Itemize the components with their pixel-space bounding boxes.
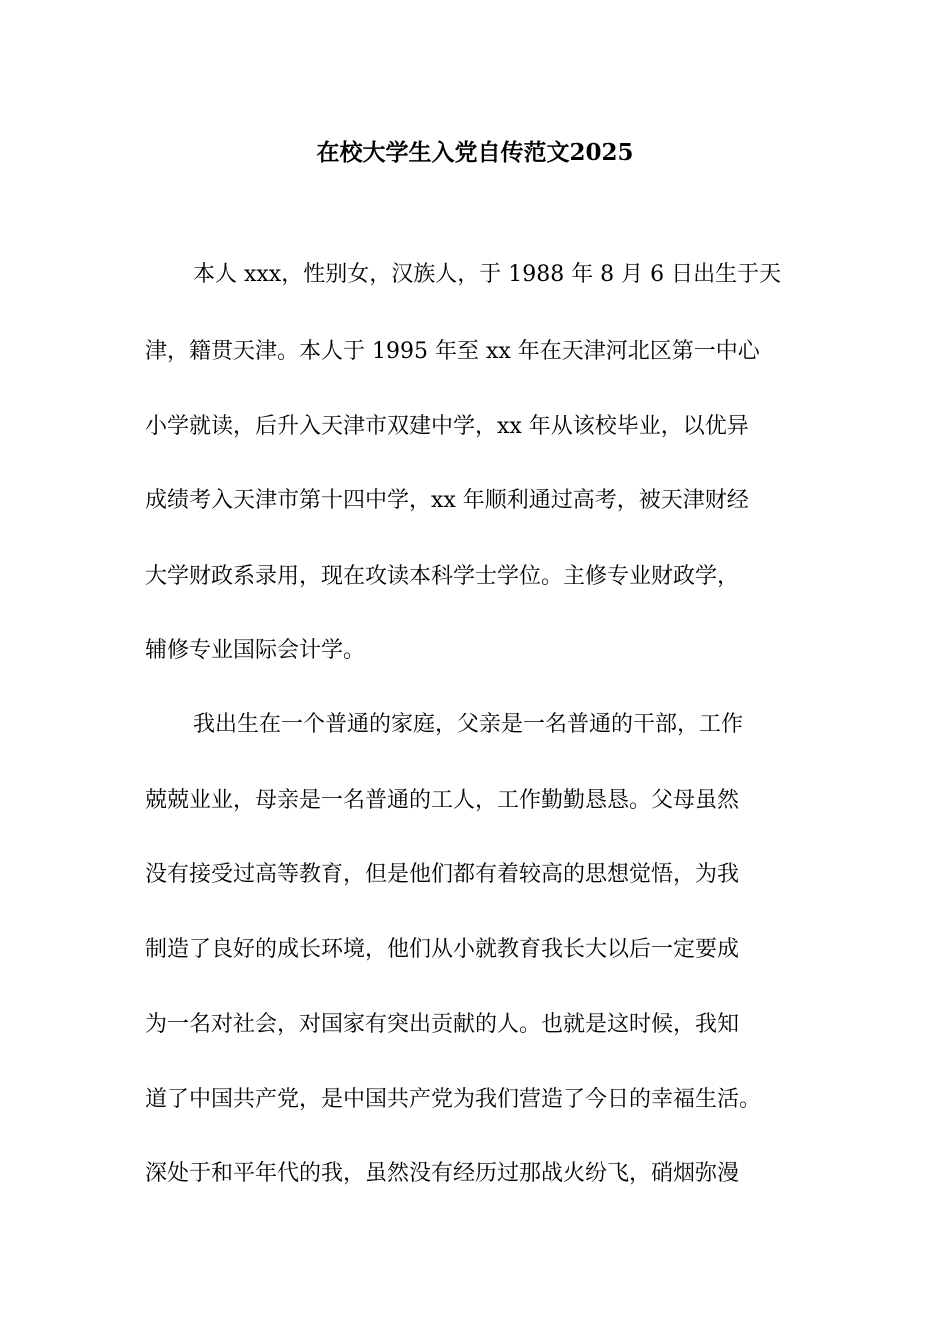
paragraph-line: 大学财政系录用，现在攻读本科学士学位。主修专业财政学， — [145, 564, 740, 589]
paragraph-line: 小学就读，后升入天津市双建中学，xx 年从该校毕业，以优异 — [145, 414, 749, 439]
paragraph-line: 制造了良好的成长环境，他们从小就教育我长大以后一定要成 — [145, 937, 740, 962]
paragraph-line: 为一名对社会，对国家有突出贡献的人。也就是这时候，我知 — [145, 1012, 740, 1037]
paragraph-line: 兢兢业业，母亲是一名普通的工人，工作勤勤恳恳。父母虽然 — [145, 788, 740, 813]
document-title: 在校大学生入党自传范文2025 — [316, 139, 634, 166]
paragraph-line: 津，籍贯天津。本人于 1995 年至 xx 年在天津河北区第一中心 — [145, 339, 760, 364]
paragraph-line: 深处于和平年代的我，虽然没有经历过那战火纷飞，硝烟弥漫 — [145, 1161, 740, 1186]
paragraph-line: 辅修专业国际会计学。 — [145, 638, 366, 663]
paragraph-line: 成绩考入天津市第十四中学，xx 年顺利通过高考，被天津财经 — [145, 488, 749, 513]
paragraph-line: 道了中国共产党，是中国共产党为我们营造了今日的幸福生活。 — [145, 1087, 762, 1112]
paragraph-line: 我出生在一个普通的家庭，父亲是一名普通的干部，工作 — [193, 712, 744, 737]
paragraph-line: 本人 xxx，性别女，汉族人，于 1988 年 8 月 6 日出生于天 — [193, 262, 782, 287]
paragraph-line: 没有接受过高等教育，但是他们都有着较高的思想觉悟，为我 — [145, 862, 740, 887]
